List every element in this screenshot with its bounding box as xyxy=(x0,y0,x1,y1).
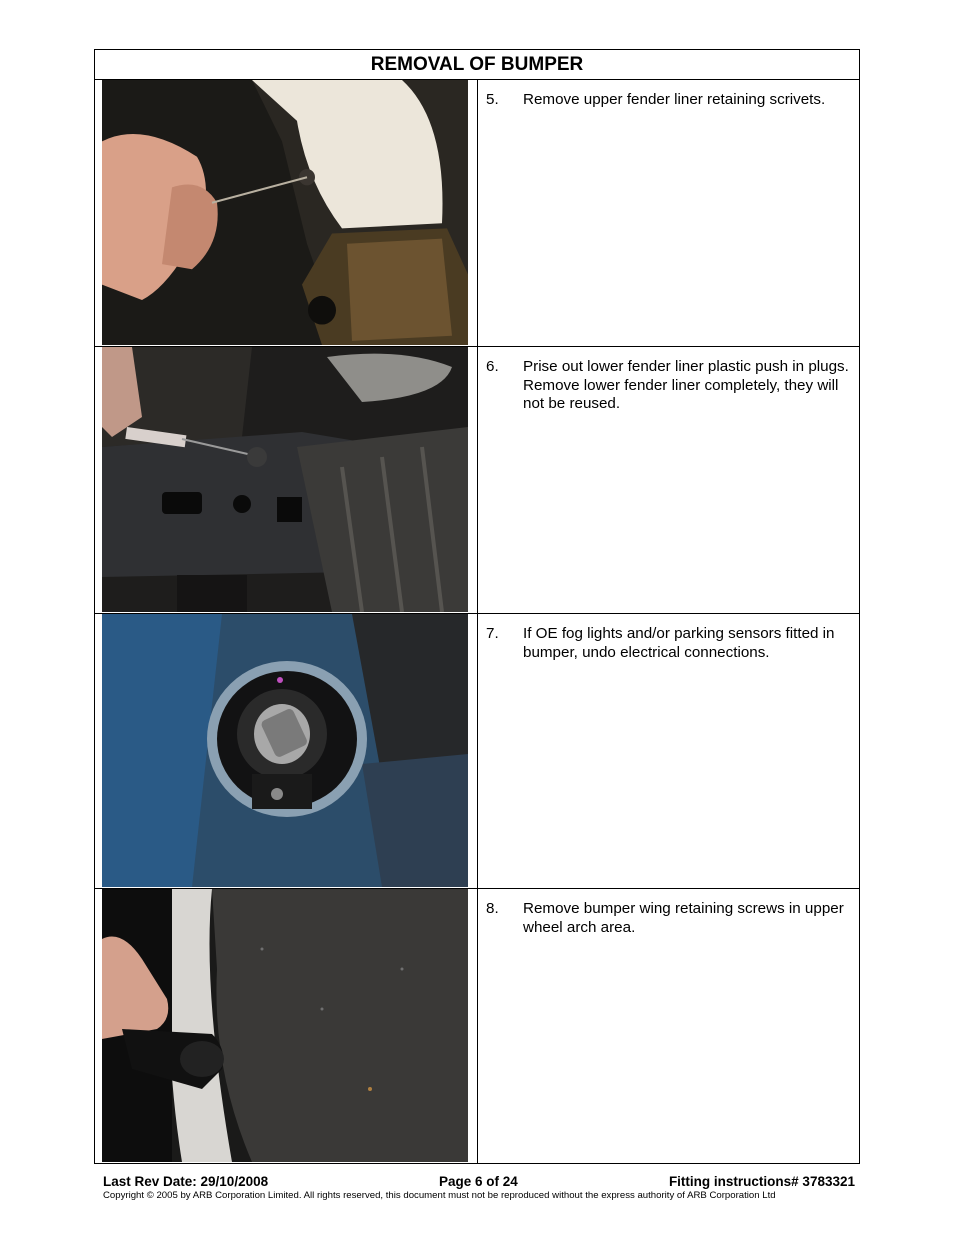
section-title: REMOVAL OF BUMPER xyxy=(95,50,859,80)
copyright-notice: Copyright © 2005 by ARB Corporation Limited. All rights reserved, this document must not be reproduced without the express authority of ARB Corporation Ltd xyxy=(103,1190,776,1201)
photo-fog-light-connection xyxy=(102,614,468,887)
page-footer xyxy=(103,1174,855,1201)
rev-date: Last Rev Date: 29/10/2008 xyxy=(103,1174,269,1189)
page-number: Page 6 of 24 xyxy=(439,1174,518,1189)
step-number: 7. xyxy=(486,625,499,642)
step-text: Remove upper fender liner retaining scrivets. xyxy=(523,91,826,108)
step-text: If OE fog lights and/or parking sensors fitted in bumper, undo electrical connections. xyxy=(523,625,835,661)
step-text: Remove bumper wing retaining screws in upper wheel arch area. xyxy=(523,900,844,936)
step-number: 5. xyxy=(486,91,499,108)
instructions-table xyxy=(94,49,860,1164)
step-number: 8. xyxy=(486,900,499,917)
step-text: Prise out lower fender liner plastic push in plugs. Remove lower fender liner completely, they will not be reused. xyxy=(523,358,849,412)
step-number: 6. xyxy=(486,358,499,375)
step-row-7 xyxy=(95,614,859,889)
instructions-number: Fitting instructions# 3783321 xyxy=(668,1174,855,1189)
photo-wheel-arch-screws xyxy=(102,889,468,1162)
photo-fender-scrivets xyxy=(102,80,468,345)
step-row-8 xyxy=(95,889,859,1163)
step-row-6 xyxy=(95,347,859,614)
photo-push-in-plugs xyxy=(102,347,468,612)
step-row-5 xyxy=(95,80,859,347)
